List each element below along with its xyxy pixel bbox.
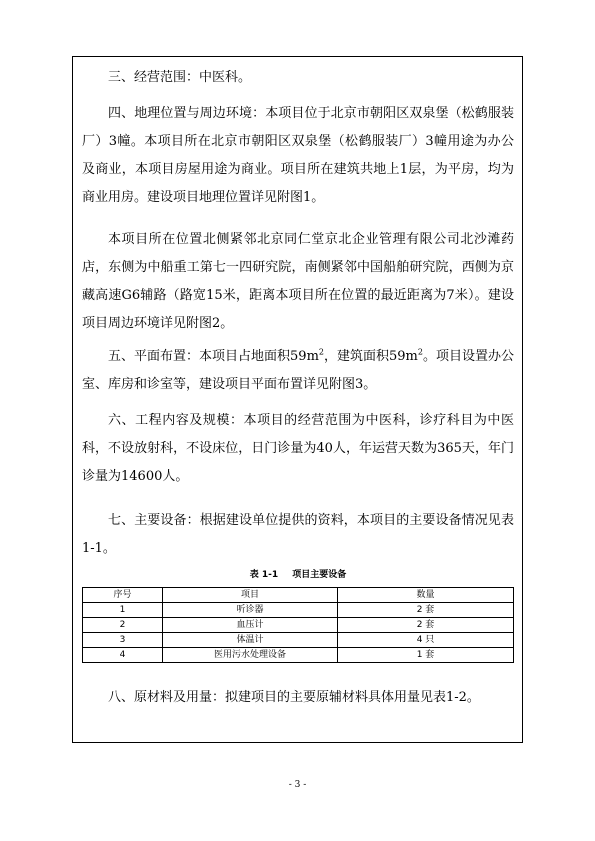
equipment-table — [82, 587, 514, 663]
table-caption — [82, 568, 514, 582]
cell-quantity: 4 只 — [338, 633, 514, 648]
cell-item: 血压计 — [163, 618, 338, 633]
cell-quantity: 2 套 — [338, 618, 514, 633]
section-7-equipment: 七、主要设备：根据建设单位提供的资料，本项目的主要设备情况见表1-1。 — [82, 513, 514, 556]
superscript-a: 2 — [318, 347, 324, 357]
superscript-b: 2 — [417, 347, 423, 357]
section-3-business-scope: 三、经营范围：中医科。 — [108, 70, 252, 85]
table-row — [83, 633, 514, 648]
layout-text-b: ，建筑面积59m — [324, 349, 418, 364]
page-number: - 3 - — [288, 780, 307, 790]
cell-item: 体温计 — [163, 633, 338, 648]
header-item: 项目 — [163, 588, 338, 603]
section-5-layout — [82, 343, 514, 399]
layout-text-c: 。项目设置办公室、库房和诊室等，建设项目平面布置详见附图3。 — [82, 349, 514, 392]
table-row — [83, 603, 514, 618]
cell-quantity: 2 套 — [338, 603, 514, 618]
header-index: 序号 — [83, 588, 163, 603]
table-row — [83, 648, 514, 663]
section-4-location: 四、地理位置与周边环境：本项目位于北京市朝阳区双泉堡（松鹤服装厂）3幢。本项目所在北京市朝阳区双泉堡（松鹤服装厂）3幢用途为办公及商业，本项目房屋用途为商业。项目所在建筑共地上1层，为平房，均为商业用房。建设项目地理位置详见附图1。 — [82, 106, 514, 205]
cell-item: 听诊器 — [163, 603, 338, 618]
cell-index: 1 — [83, 603, 163, 618]
cell-index: 2 — [83, 618, 163, 633]
layout-text-a: 五、平面布置：本项目占地面积59m — [108, 349, 319, 364]
table-caption-title: 项目主要设备 — [292, 570, 347, 580]
section-4-surroundings: 本项目所在位置北侧紧邻北京同仁堂京北企业管理有限公司北沙滩药店，东侧为中船重工第七一四研究院，南侧紧邻中国船舶研究院，西侧为京藏高速G6辅路（路宽15米，距离本项目所在位置的最近距离为7米）。建设项目周边环境详见附图2。 — [82, 232, 514, 331]
cell-item: 医用污水处理设备 — [163, 648, 338, 663]
table-header-row — [83, 588, 514, 603]
cell-quantity: 1 套 — [338, 648, 514, 663]
section-6-scale: 六、工程内容及规模：本项目的经营范围为中医科，诊疗科目为中医科，不设放射科，不设床位，日门诊量为40人，年运营天数为365天，年门诊量为14600人。 — [82, 413, 514, 484]
table-caption-number: 表 1-1 — [249, 570, 279, 580]
section-8-materials: 八、原材料及用量：拟建项目的主要原辅材料具体用量见表1-2。 — [108, 690, 480, 705]
header-quantity: 数量 — [338, 588, 514, 603]
cell-index: 3 — [83, 633, 163, 648]
table-row — [83, 618, 514, 633]
cell-index: 4 — [83, 648, 163, 663]
